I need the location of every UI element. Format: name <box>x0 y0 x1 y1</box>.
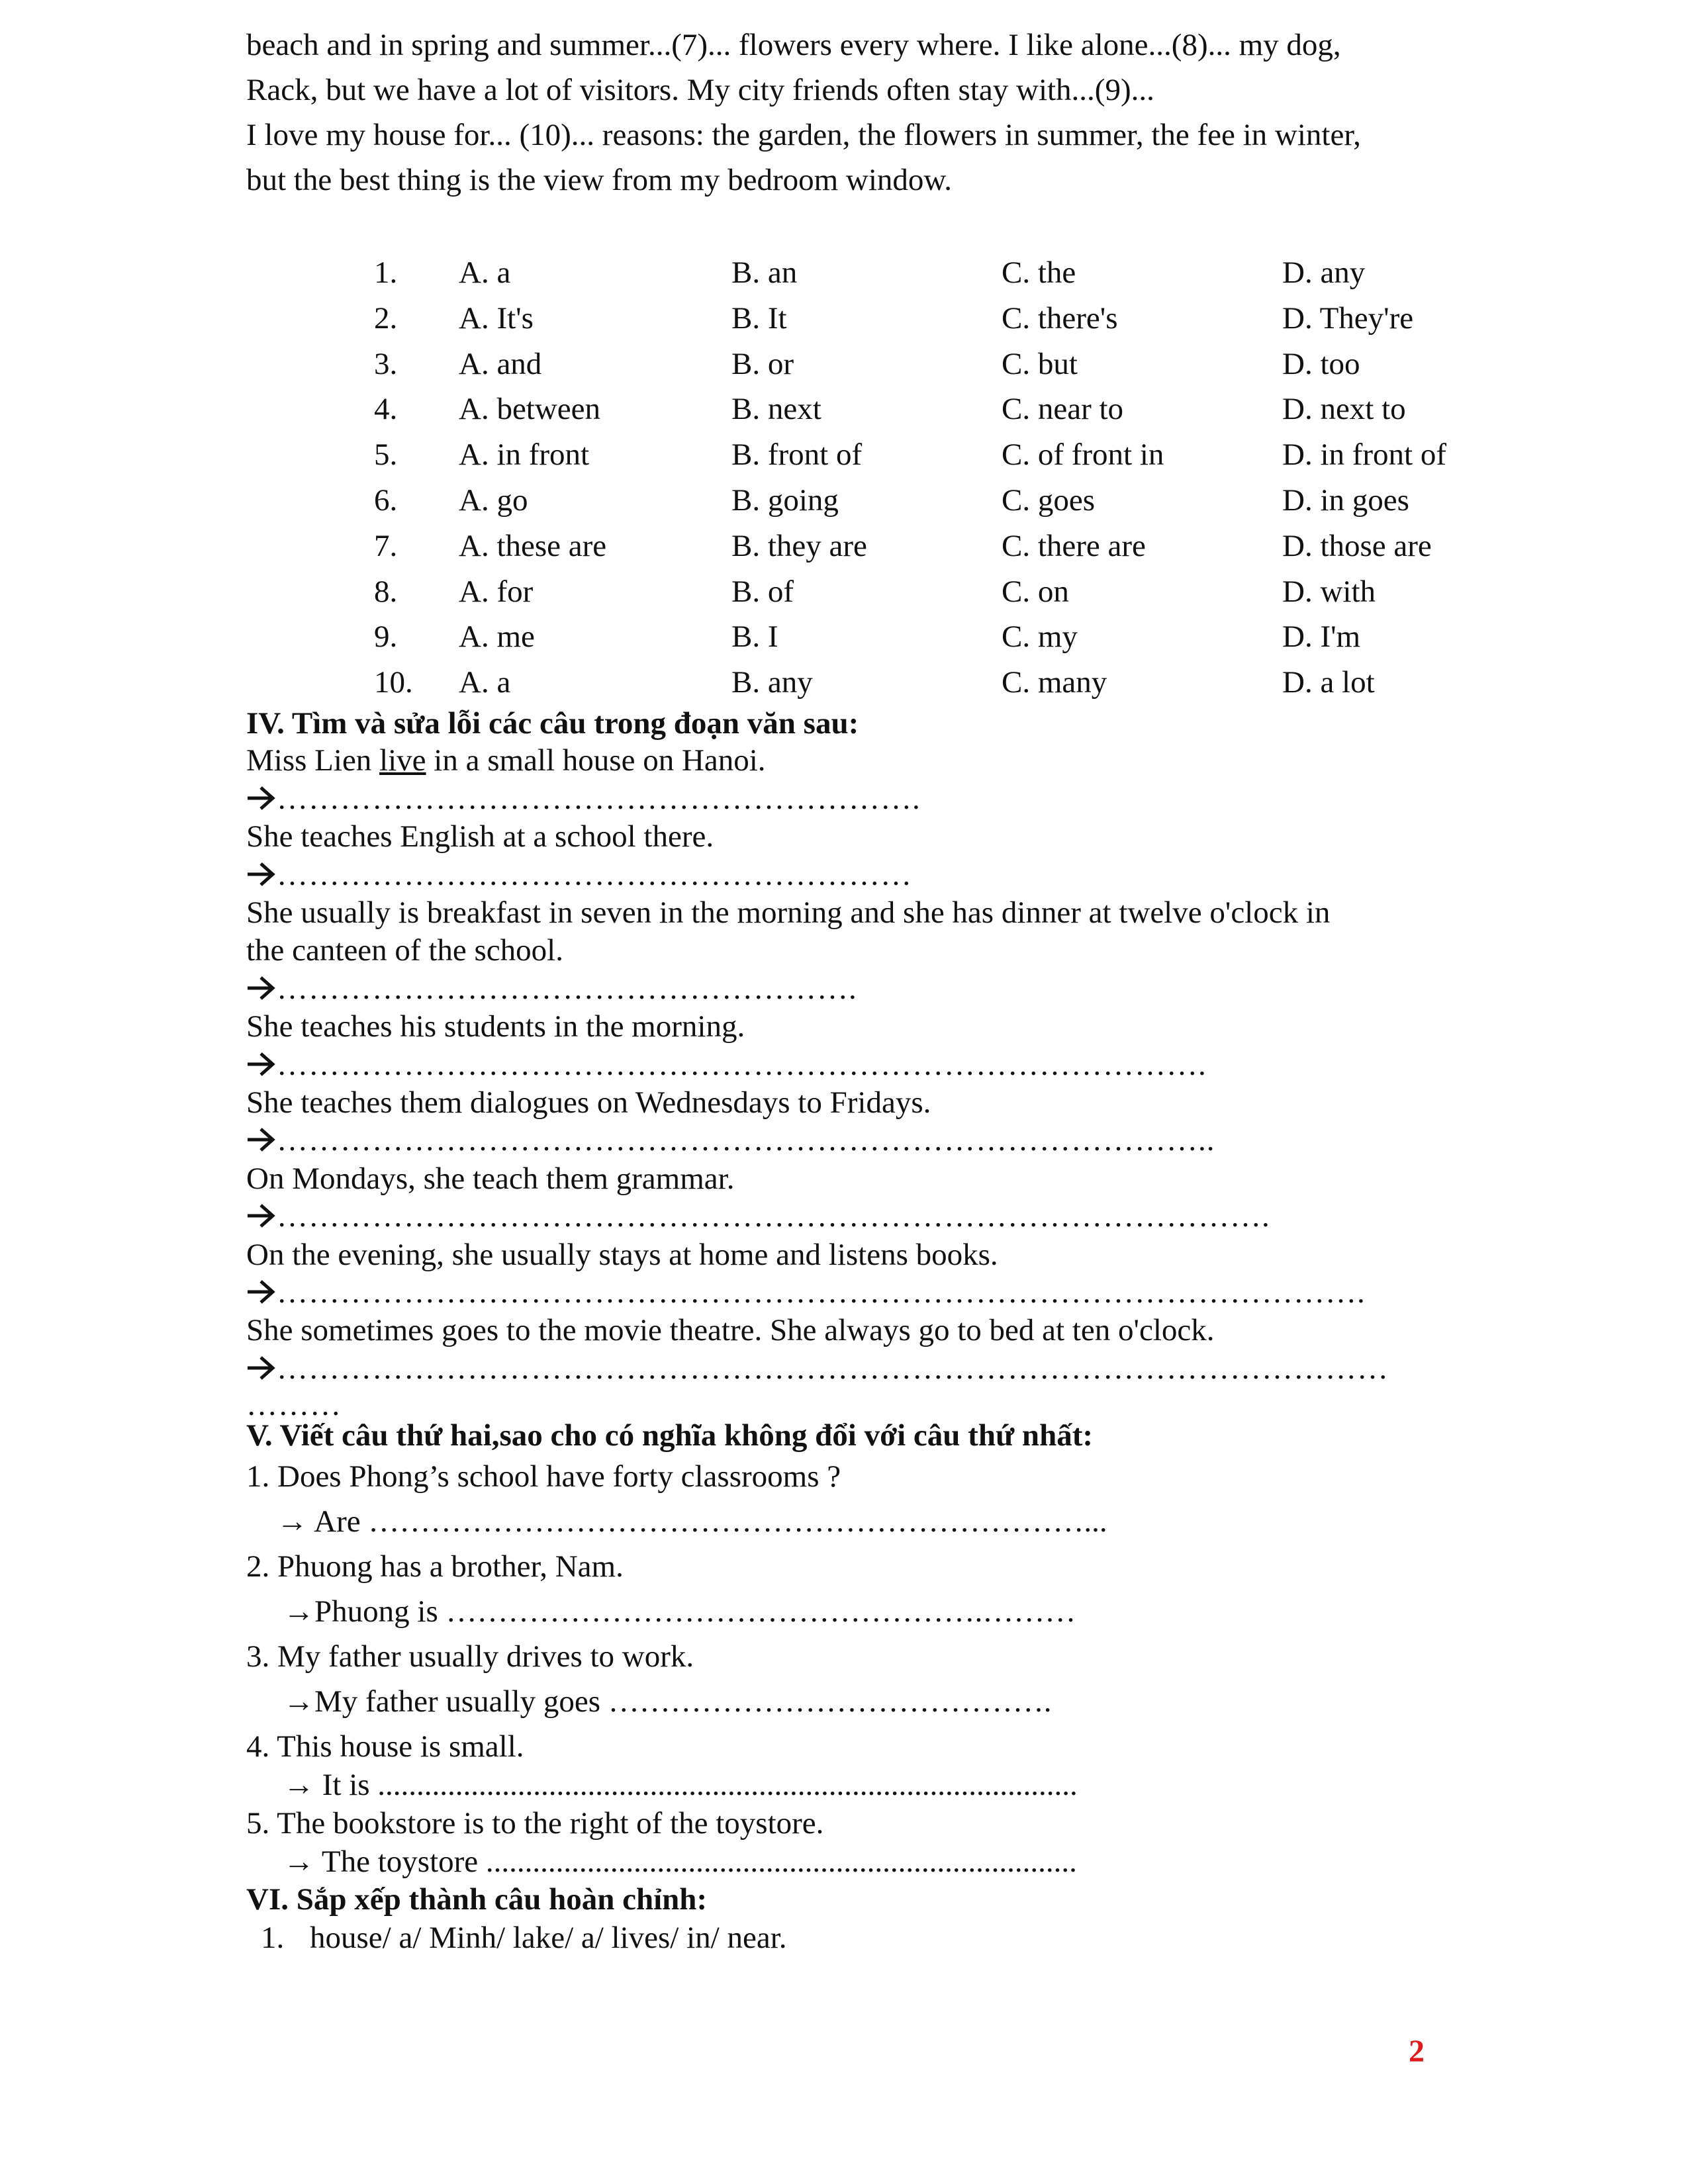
passage-line: I love my house for... (10)... reasons: the garden, the flowers in summer, the fee in winter, <box>246 118 1361 152</box>
answer-line-1[interactable] <box>246 781 921 817</box>
option-a: A. me <box>459 619 535 655</box>
passage-line: but the best thing is the view from my bedroom window. <box>246 163 953 197</box>
answer-dots: ………………………………………………. <box>277 972 857 1006</box>
option-d: D. with <box>1282 574 1376 609</box>
answer-dots: …………………………………………………………………………….. <box>277 1123 1215 1158</box>
rewrite-question-3: 3. My father usually drives to work. <box>246 1639 694 1674</box>
sentence-text: in a small house on Hanoi. <box>426 743 766 778</box>
rewrite-question-4: 4. This house is small. <box>246 1729 524 1764</box>
option-b: B. It <box>731 300 787 336</box>
question-number: 3. <box>374 346 398 381</box>
passage-line: Rack, but we have a lot of visitors. My city friends often stay with...(9)... <box>246 73 1154 107</box>
option-c: C. goes <box>1002 482 1095 518</box>
option-a: A. a <box>459 255 511 290</box>
option-a: A. a <box>459 665 511 700</box>
option-a: A. go <box>459 482 528 518</box>
option-a: A. these are <box>459 528 607 563</box>
option-b: B. an <box>731 255 798 290</box>
option-d: D. I'm <box>1282 619 1361 655</box>
page-number: 2 <box>1409 2034 1425 2069</box>
option-d: D. a lot <box>1282 665 1375 700</box>
answer-dots: …………………………………………………………………………………. <box>277 1199 1270 1234</box>
error-sentence-5: She teaches them dialogues on Wednesdays to Fridays. <box>246 1085 931 1120</box>
question-number: 6. <box>374 482 398 518</box>
rewrite-question-1: 1. Does Phong’s school have forty classrooms ? <box>246 1459 841 1494</box>
answer-dots: …………………………………………………………………………………………… <box>277 1351 1389 1386</box>
rewrite-answer-2[interactable]: →Phuong is …………………………………………….……… <box>283 1594 1076 1629</box>
option-c: C. the <box>1002 255 1076 290</box>
rewrite-question-5: 5. The bookstore is to the right of the toystore. <box>246 1806 824 1841</box>
option-c: C. many <box>1002 665 1107 700</box>
passage-line: beach and in spring and summer...(7)... flowers every where. I like alone...(8)... my dog, <box>246 28 1341 62</box>
passage <box>246 23 1477 203</box>
option-c: C. on <box>1002 574 1069 609</box>
arrow-right-icon <box>246 785 277 811</box>
answer-dots: …………………………………………………………………………………………. <box>277 1275 1366 1310</box>
arrow-right-icon <box>246 1126 277 1153</box>
arrow-right-icon <box>246 1203 277 1229</box>
answer-line-4[interactable] <box>246 1047 1207 1083</box>
rewrite-question-2: 2. Phuong has a brother, Nam. <box>246 1549 624 1584</box>
question-number: 2. <box>374 300 398 336</box>
option-d: D. next to <box>1282 392 1406 427</box>
answer-line-5[interactable] <box>246 1122 1215 1158</box>
error-sentence-7: On the evening, she usually stays at home and listens books. <box>246 1238 998 1272</box>
arrow-right-icon <box>246 861 277 887</box>
option-b: B. going <box>731 482 839 518</box>
option-b: B. of <box>731 574 794 609</box>
section-5-title: V. Viết câu thứ hai,sao cho có nghĩa không đổi với câu thứ nhất: <box>246 1418 1094 1453</box>
error-sentence-2: She teaches English at a school there. <box>246 819 714 854</box>
option-c: C. of front in <box>1002 437 1164 473</box>
error-sentence-1 <box>246 743 766 778</box>
section-6 <box>246 1882 1491 1974</box>
option-c: C. but <box>1002 346 1078 381</box>
sentence-text: Miss Lien <box>246 743 380 778</box>
option-d: D. those are <box>1282 528 1432 563</box>
answer-line-6[interactable] <box>246 1199 1270 1234</box>
question-number: 5. <box>374 437 398 473</box>
error-sentence-3b: the canteen of the school. <box>246 933 563 968</box>
arrow-right-icon <box>246 1355 277 1381</box>
option-a: A. It's <box>459 300 534 336</box>
error-sentence-8: She sometimes goes to the movie theatre. She always go to bed at ten o'clock. <box>246 1313 1215 1347</box>
question-number: 9. <box>374 619 398 655</box>
error-sentence-3a: She usually is breakfast in seven in the morning and she has dinner at twelve o'clock in <box>246 895 1331 930</box>
option-d: D. too <box>1282 346 1360 381</box>
question-number: 7. <box>374 528 398 563</box>
option-d: D. any <box>1282 255 1366 290</box>
option-b: B. front of <box>731 437 863 473</box>
section-4-title: IV. Tìm và sửa lỗi các câu trong đoạn văn sau: <box>246 706 859 741</box>
answer-dots: …………………………………………………… <box>277 858 912 892</box>
answer-line-2[interactable] <box>246 857 912 893</box>
option-c: C. there's <box>1002 300 1118 336</box>
error-sentence-6: On Mondays, she teach them grammar. <box>246 1161 735 1196</box>
arrow-right-icon <box>246 1279 277 1305</box>
answer-line-3[interactable] <box>246 971 857 1007</box>
arrow-right-icon <box>246 975 277 1001</box>
option-b: B. they are <box>731 528 867 563</box>
question-number: 10. <box>374 665 413 700</box>
option-a: A. between <box>459 392 601 427</box>
option-b: B. next <box>731 392 821 427</box>
answer-line-8[interactable] <box>246 1351 1389 1387</box>
option-b: B. any <box>731 665 813 700</box>
error-sentence-4: She teaches his students in the morning. <box>246 1009 745 1044</box>
answer-dots: ……………………………………………………. <box>277 782 921 816</box>
answer-line-7[interactable] <box>246 1275 1366 1310</box>
option-c: C. there are <box>1002 528 1146 563</box>
option-b: B. or <box>731 346 794 381</box>
arrow-right-icon <box>246 1051 277 1077</box>
section-6-title: VI. Sắp xếp thành câu hoàn chỉnh: <box>246 1882 708 1917</box>
rewrite-answer-1[interactable]: → Are ……………………………………………………………... <box>277 1504 1107 1539</box>
option-c: C. near to <box>1002 392 1124 427</box>
option-a: A. for <box>459 574 534 609</box>
underlined-word: live <box>379 743 426 778</box>
section-4 <box>246 705 1491 1420</box>
option-c: C. my <box>1002 619 1078 655</box>
option-b: B. I <box>731 619 778 655</box>
question-number: 1. <box>374 255 398 290</box>
question-number: 8. <box>374 574 398 609</box>
option-d: D. in front of <box>1282 437 1447 473</box>
option-a: A. in front <box>459 437 590 473</box>
answer-dots: ……………………………………………………………………………. <box>277 1048 1207 1082</box>
rewrite-answer-3[interactable]: →My father usually goes ……………………………………. <box>283 1684 1052 1719</box>
option-a: A. and <box>459 346 542 381</box>
answer-dots: ……… <box>246 1388 342 1422</box>
option-d: D. in goes <box>1282 482 1409 518</box>
arrange-item-number: 1. <box>261 1921 285 1955</box>
section-5 <box>246 1418 1491 1881</box>
question-number: 4. <box>374 392 398 427</box>
rewrite-answer-4[interactable]: → It is .......................................................................................... <box>283 1768 1078 1802</box>
option-d: D. They're <box>1282 300 1414 336</box>
rewrite-answer-5[interactable]: → The toystore ............................................................................ <box>283 1844 1077 1879</box>
arrange-item: house/ a/ Minh/ lake/ a/ lives/ in/ near. <box>310 1921 787 1955</box>
